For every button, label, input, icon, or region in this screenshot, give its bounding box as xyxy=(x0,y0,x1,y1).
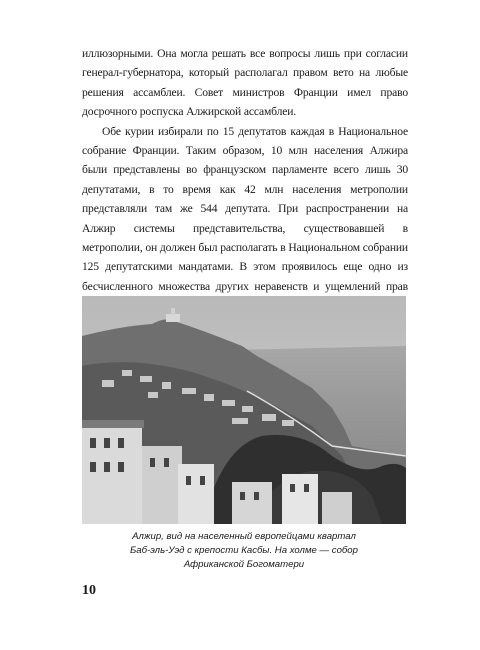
caption-line: Баб-эль-Уэд с крепости Касбы. На холме — собор xyxy=(130,545,358,556)
page-number: 10 xyxy=(82,583,96,598)
body-text xyxy=(82,44,408,316)
photo-caption xyxy=(82,530,406,572)
city-photo xyxy=(82,296,406,524)
caption-line: Африканской Богоматери xyxy=(183,559,305,570)
paragraph-2: Обе курии избирали по 15 депутатов каждая в Национальное собрание Франции. Таким образом, 10 млн населения Алжира были представлены во французском парламенте всего лишь 30 депутатами, в то время как 42 млн населения метрополии представляли там же 544 депутата. При распространении на Алжир системы представительства, существовавшей в метрополии, он должен был располагать в Национальном собрании 125 депутатскими мандатами. В этом проявилось еще одно из бесчисленного множества других неравенств и ущемлений прав xyxy=(82,124,408,293)
caption-line: Алжир, вид на населенный европейцами квартал xyxy=(132,531,356,542)
paragraph-1: иллюзорными. Она могла решать все вопросы лишь при согласии генерал-губернатора, который располагал правом вето на любые решения ассамблеи. Совет министров Франции имел право досрочного роспуска Алжирской ассамблеи. xyxy=(82,47,408,119)
